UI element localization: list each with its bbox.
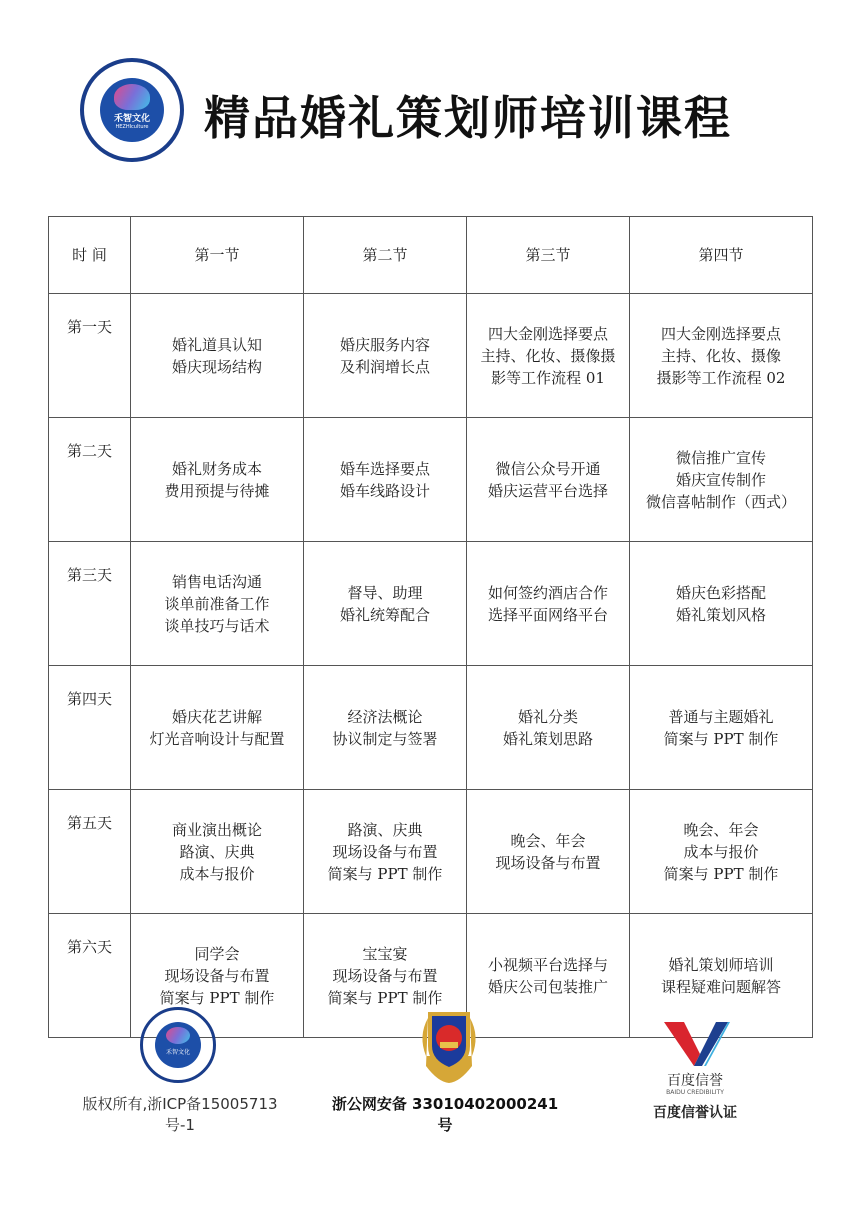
session-cell xyxy=(131,790,304,914)
session-cell xyxy=(467,294,630,418)
baidu-en: BAIDU CREDIBILITY xyxy=(666,1089,724,1096)
session-topic: 简案与 PPT 制作 xyxy=(663,864,779,883)
session-topic: 现场设备与布置 xyxy=(332,842,438,861)
table-row xyxy=(49,542,813,666)
column-header: 第二节 xyxy=(304,217,467,294)
session-topic: 小视频平台选择与 xyxy=(487,955,608,974)
session-topic: 婚礼统筹配合 xyxy=(339,605,430,624)
session-topic: 婚庆宣传制作 xyxy=(675,470,766,489)
session-topic: 婚庆公司包装推广 xyxy=(487,977,608,996)
session-cell xyxy=(467,418,630,542)
session-topic: 婚礼财务成本 xyxy=(171,459,262,478)
session-topic: 四大金刚选择要点 xyxy=(487,324,608,343)
session-topic: 影等工作流程 01 xyxy=(491,368,605,387)
session-topic: 摄影等工作流程 02 xyxy=(656,368,786,387)
icp-record: 版权所有,浙ICP备15005713号-1 xyxy=(82,1095,278,1134)
session-cell xyxy=(630,790,813,914)
footer-company-logo: 禾智文化 xyxy=(140,1007,216,1083)
day-label: 第二天 xyxy=(49,418,131,542)
session-topic: 主持、化妆、摄像摄 xyxy=(480,346,616,365)
session-topic: 婚庆运营平台选择 xyxy=(487,481,608,500)
logo-text-en: HEZHIculture xyxy=(115,124,149,130)
day-label: 第三天 xyxy=(49,542,131,666)
session-topic: 婚庆服务内容 xyxy=(339,335,430,354)
session-cell xyxy=(131,666,304,790)
session-topic: 婚礼道具认知 xyxy=(171,335,262,354)
course-schedule-table xyxy=(48,216,813,1038)
session-cell xyxy=(304,542,467,666)
session-topic: 费用预提与待摊 xyxy=(164,481,270,500)
session-topic: 晚会、年会 xyxy=(510,831,586,850)
session-topic: 婚礼分类 xyxy=(517,707,578,726)
session-topic: 晚会、年会 xyxy=(683,820,759,839)
company-logo xyxy=(80,58,184,162)
column-header: 第三节 xyxy=(467,217,630,294)
session-topic: 成本与报价 xyxy=(179,864,255,883)
table-row xyxy=(49,666,813,790)
session-topic: 微信喜帖制作（西式） xyxy=(645,492,796,511)
police-emblem-icon xyxy=(418,1006,480,1084)
session-cell xyxy=(467,666,630,790)
session-topic: 婚礼策划思路 xyxy=(502,729,593,748)
session-cell xyxy=(304,294,467,418)
logo-text-cn: 禾智文化 xyxy=(113,114,150,124)
session-topic: 路演、庆典 xyxy=(347,820,423,839)
column-header: 时 间 xyxy=(49,217,131,294)
session-cell xyxy=(131,294,304,418)
session-cell xyxy=(630,418,813,542)
session-topic: 微信推广宣传 xyxy=(675,448,766,467)
column-header: 第四节 xyxy=(630,217,813,294)
day-label: 第四天 xyxy=(49,666,131,790)
session-topic: 四大金刚选择要点 xyxy=(660,324,781,343)
session-topic: 如何签约酒店合作 xyxy=(487,583,608,602)
session-topic: 主持、化妆、摄像 xyxy=(660,346,781,365)
day-label: 第六天 xyxy=(49,914,131,1038)
session-cell xyxy=(467,790,630,914)
session-topic: 商业演出概论 xyxy=(171,820,262,839)
session-topic: 协议制定与签署 xyxy=(332,729,438,748)
session-topic: 简案与 PPT 制作 xyxy=(327,864,443,883)
session-topic: 婚礼策划师培训 xyxy=(668,955,774,974)
baidu-brand: 百度信誉 xyxy=(667,1073,723,1089)
column-header: 第一节 xyxy=(131,217,304,294)
session-cell xyxy=(304,418,467,542)
session-topic: 同学会 xyxy=(194,944,240,963)
session-cell xyxy=(467,914,630,1038)
session-topic: 及利润增长点 xyxy=(339,357,430,376)
table-row xyxy=(49,294,813,418)
session-topic: 路演、庆典 xyxy=(179,842,255,861)
session-topic: 现场设备与布置 xyxy=(164,966,270,985)
session-topic: 销售电话沟通 xyxy=(171,572,262,591)
session-topic: 微信公众号开通 xyxy=(495,459,601,478)
session-topic: 婚庆花艺讲解 xyxy=(171,707,262,726)
session-cell xyxy=(630,542,813,666)
session-topic: 简案与 PPT 制作 xyxy=(663,729,779,748)
session-topic: 婚庆现场结构 xyxy=(171,357,262,376)
session-cell xyxy=(131,418,304,542)
day-label: 第五天 xyxy=(49,790,131,914)
session-cell xyxy=(630,294,813,418)
session-topic: 经济法概论 xyxy=(347,707,423,726)
session-topic: 宝宝宴 xyxy=(362,944,408,963)
session-cell xyxy=(630,914,813,1038)
page-title: 精品婚礼策划师培训课程 xyxy=(204,91,732,145)
session-cell xyxy=(304,666,467,790)
session-topic: 婚车选择要点 xyxy=(339,459,430,478)
session-cell xyxy=(304,790,467,914)
session-topic: 谈单技巧与话术 xyxy=(164,616,270,635)
session-topic: 现场设备与布置 xyxy=(332,966,438,985)
table-row xyxy=(49,790,813,914)
police-record: 浙公网安备 33010402000241号 xyxy=(331,1095,559,1134)
session-cell xyxy=(467,542,630,666)
session-topic: 成本与报价 xyxy=(683,842,759,861)
baidu-cert: 百度信誉认证 xyxy=(653,1105,737,1121)
session-topic: 简案与 PPT 制作 xyxy=(159,988,275,1007)
session-topic: 选择平面网络平台 xyxy=(487,605,608,624)
session-topic: 简案与 PPT 制作 xyxy=(327,988,443,1007)
day-label: 第一天 xyxy=(49,294,131,418)
session-topic: 婚车线路设计 xyxy=(339,481,430,500)
baidu-credibility-logo-icon xyxy=(664,1020,730,1068)
session-topic: 现场设备与布置 xyxy=(495,853,601,872)
session-topic: 谈单前准备工作 xyxy=(164,594,270,613)
session-topic: 灯光音响设计与配置 xyxy=(149,729,285,748)
table-row xyxy=(49,418,813,542)
session-topic: 婚礼策划风格 xyxy=(675,605,766,624)
session-topic: 普通与主题婚礼 xyxy=(668,707,774,726)
session-topic: 课程疑难问题解答 xyxy=(660,977,781,996)
session-topic: 督导、助理 xyxy=(347,583,423,602)
session-cell xyxy=(131,542,304,666)
session-cell xyxy=(630,666,813,790)
session-topic: 婚庆色彩搭配 xyxy=(675,583,766,602)
